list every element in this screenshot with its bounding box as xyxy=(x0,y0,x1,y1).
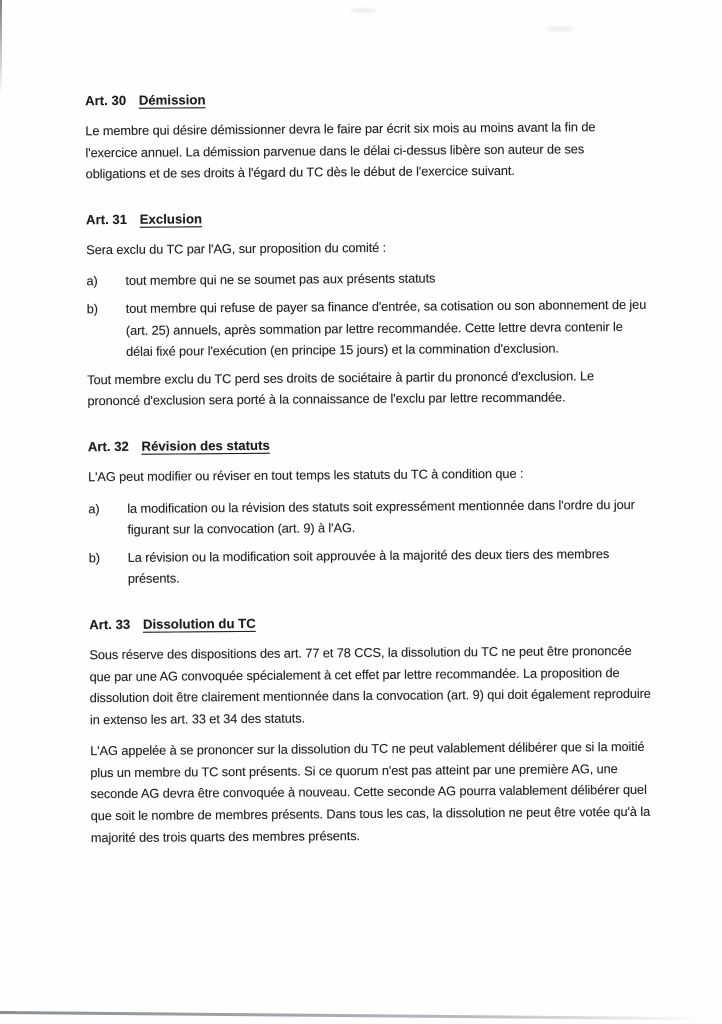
list-item-text: tout membre qui ne se soumet pas aux présents statuts xyxy=(125,270,436,289)
list-item-text: La révision ou la modification soit approuvée à la majorité des deux tiers des membres présents. xyxy=(127,545,610,587)
paragraph: Tout membre exclu du TC perd ses droits de sociétaire à partir du prononcé d'exclusion. Le prononcé d'exclusion sera porté à la connaissance de l'exclu par lettre recommandée. xyxy=(87,367,595,409)
article-heading xyxy=(85,88,647,109)
article-number: Art. 31 xyxy=(85,211,128,227)
document-content xyxy=(85,88,653,875)
article-number: Art. 32 xyxy=(87,438,129,455)
scan-artifact-smudge xyxy=(545,26,575,32)
paragraph-intro: Sera exclu du TC par l'AG, sur proposition du comité : xyxy=(86,239,387,257)
scan-artifact-bottom-edge xyxy=(0,1011,722,1020)
list-item-marker: b) xyxy=(88,549,100,565)
list-item-a xyxy=(88,493,650,541)
list-item-text: tout membre qui refuse de payer sa finance d'entrée, sa cotisation ou son abonnement de jeu (art. 25) annuels, après sommation par lettre recommandée. Cette lettre devra contenir le délai fixé pour l'exécution (en principe 15 jours) et la commination d'exclusion. xyxy=(125,296,647,360)
article-number: Art. 33 xyxy=(89,616,131,633)
article-heading xyxy=(88,434,650,455)
list-item-marker: a) xyxy=(88,500,100,516)
article-title: Dissolution du TC xyxy=(142,615,256,632)
article-title: Révision des statuts xyxy=(141,437,270,454)
article-section-33 xyxy=(89,612,653,849)
article-section-31 xyxy=(86,207,650,413)
scan-artifact-smudge xyxy=(350,8,376,13)
article-number: Art. 30 xyxy=(85,92,127,109)
article-heading xyxy=(89,612,651,633)
list-item-a xyxy=(86,266,648,292)
list-item-b xyxy=(87,294,649,363)
paragraph: L'AG appelée à se prononcer sur la dissolution du TC ne peut valablement délibérer que si la moitié plus un membre du TC sont présents. Si ce quorum n'est pas atteint par une première AG, une seconde AG devra être convoquée à nouveau. Cette seconde AG pourra valablement délibérer quel que soit le nombre de membres présents. Dans tous les cas, la dissolution ne peut être votée qu'à la majorité des trois quarts des membres présents. xyxy=(90,739,651,845)
paragraph: Sous réserve des dispositions des art. 77 et 78 CCS, la dissolution du TC ne peut être prononcée que par une AG convoquée spécialement à cet effet par lettre recommandée. La proposition de dissolution doit être clairement mentionnée dans la convocation (art. 9) qui doit également reproduire in extenso les art. 33 et 34 des statuts. xyxy=(89,642,651,727)
paragraph: Le membre qui désire démissionner devra le faire par écrit six mois au moins avant la fin de l'exercice annuel. La démission parvenue dans le délai ci-dessus libère son auteur de ses obligations et de ses droits à l'égard du TC dès le début de l'exercice suivant. xyxy=(85,119,596,182)
scan-artifact-left-edge xyxy=(0,0,2,95)
article-section-30 xyxy=(85,88,648,185)
list-item-b xyxy=(89,542,651,590)
list-item-marker: a) xyxy=(86,273,98,289)
article-title: Exclusion xyxy=(139,211,203,227)
list-item-marker: b) xyxy=(86,301,98,317)
article-heading xyxy=(86,207,648,228)
paragraph-intro: L'AG peut modifier ou réviser en tout temps les statuts du TC à condition que : xyxy=(87,465,524,485)
article-title: Démission xyxy=(138,92,206,108)
article-section-32 xyxy=(88,434,651,590)
list-item-text: la modification ou la révision des statuts soit expressément mentionnée dans l'ordre du jour figurant sur la convocation (art. 9) à l'AG. xyxy=(127,496,635,538)
